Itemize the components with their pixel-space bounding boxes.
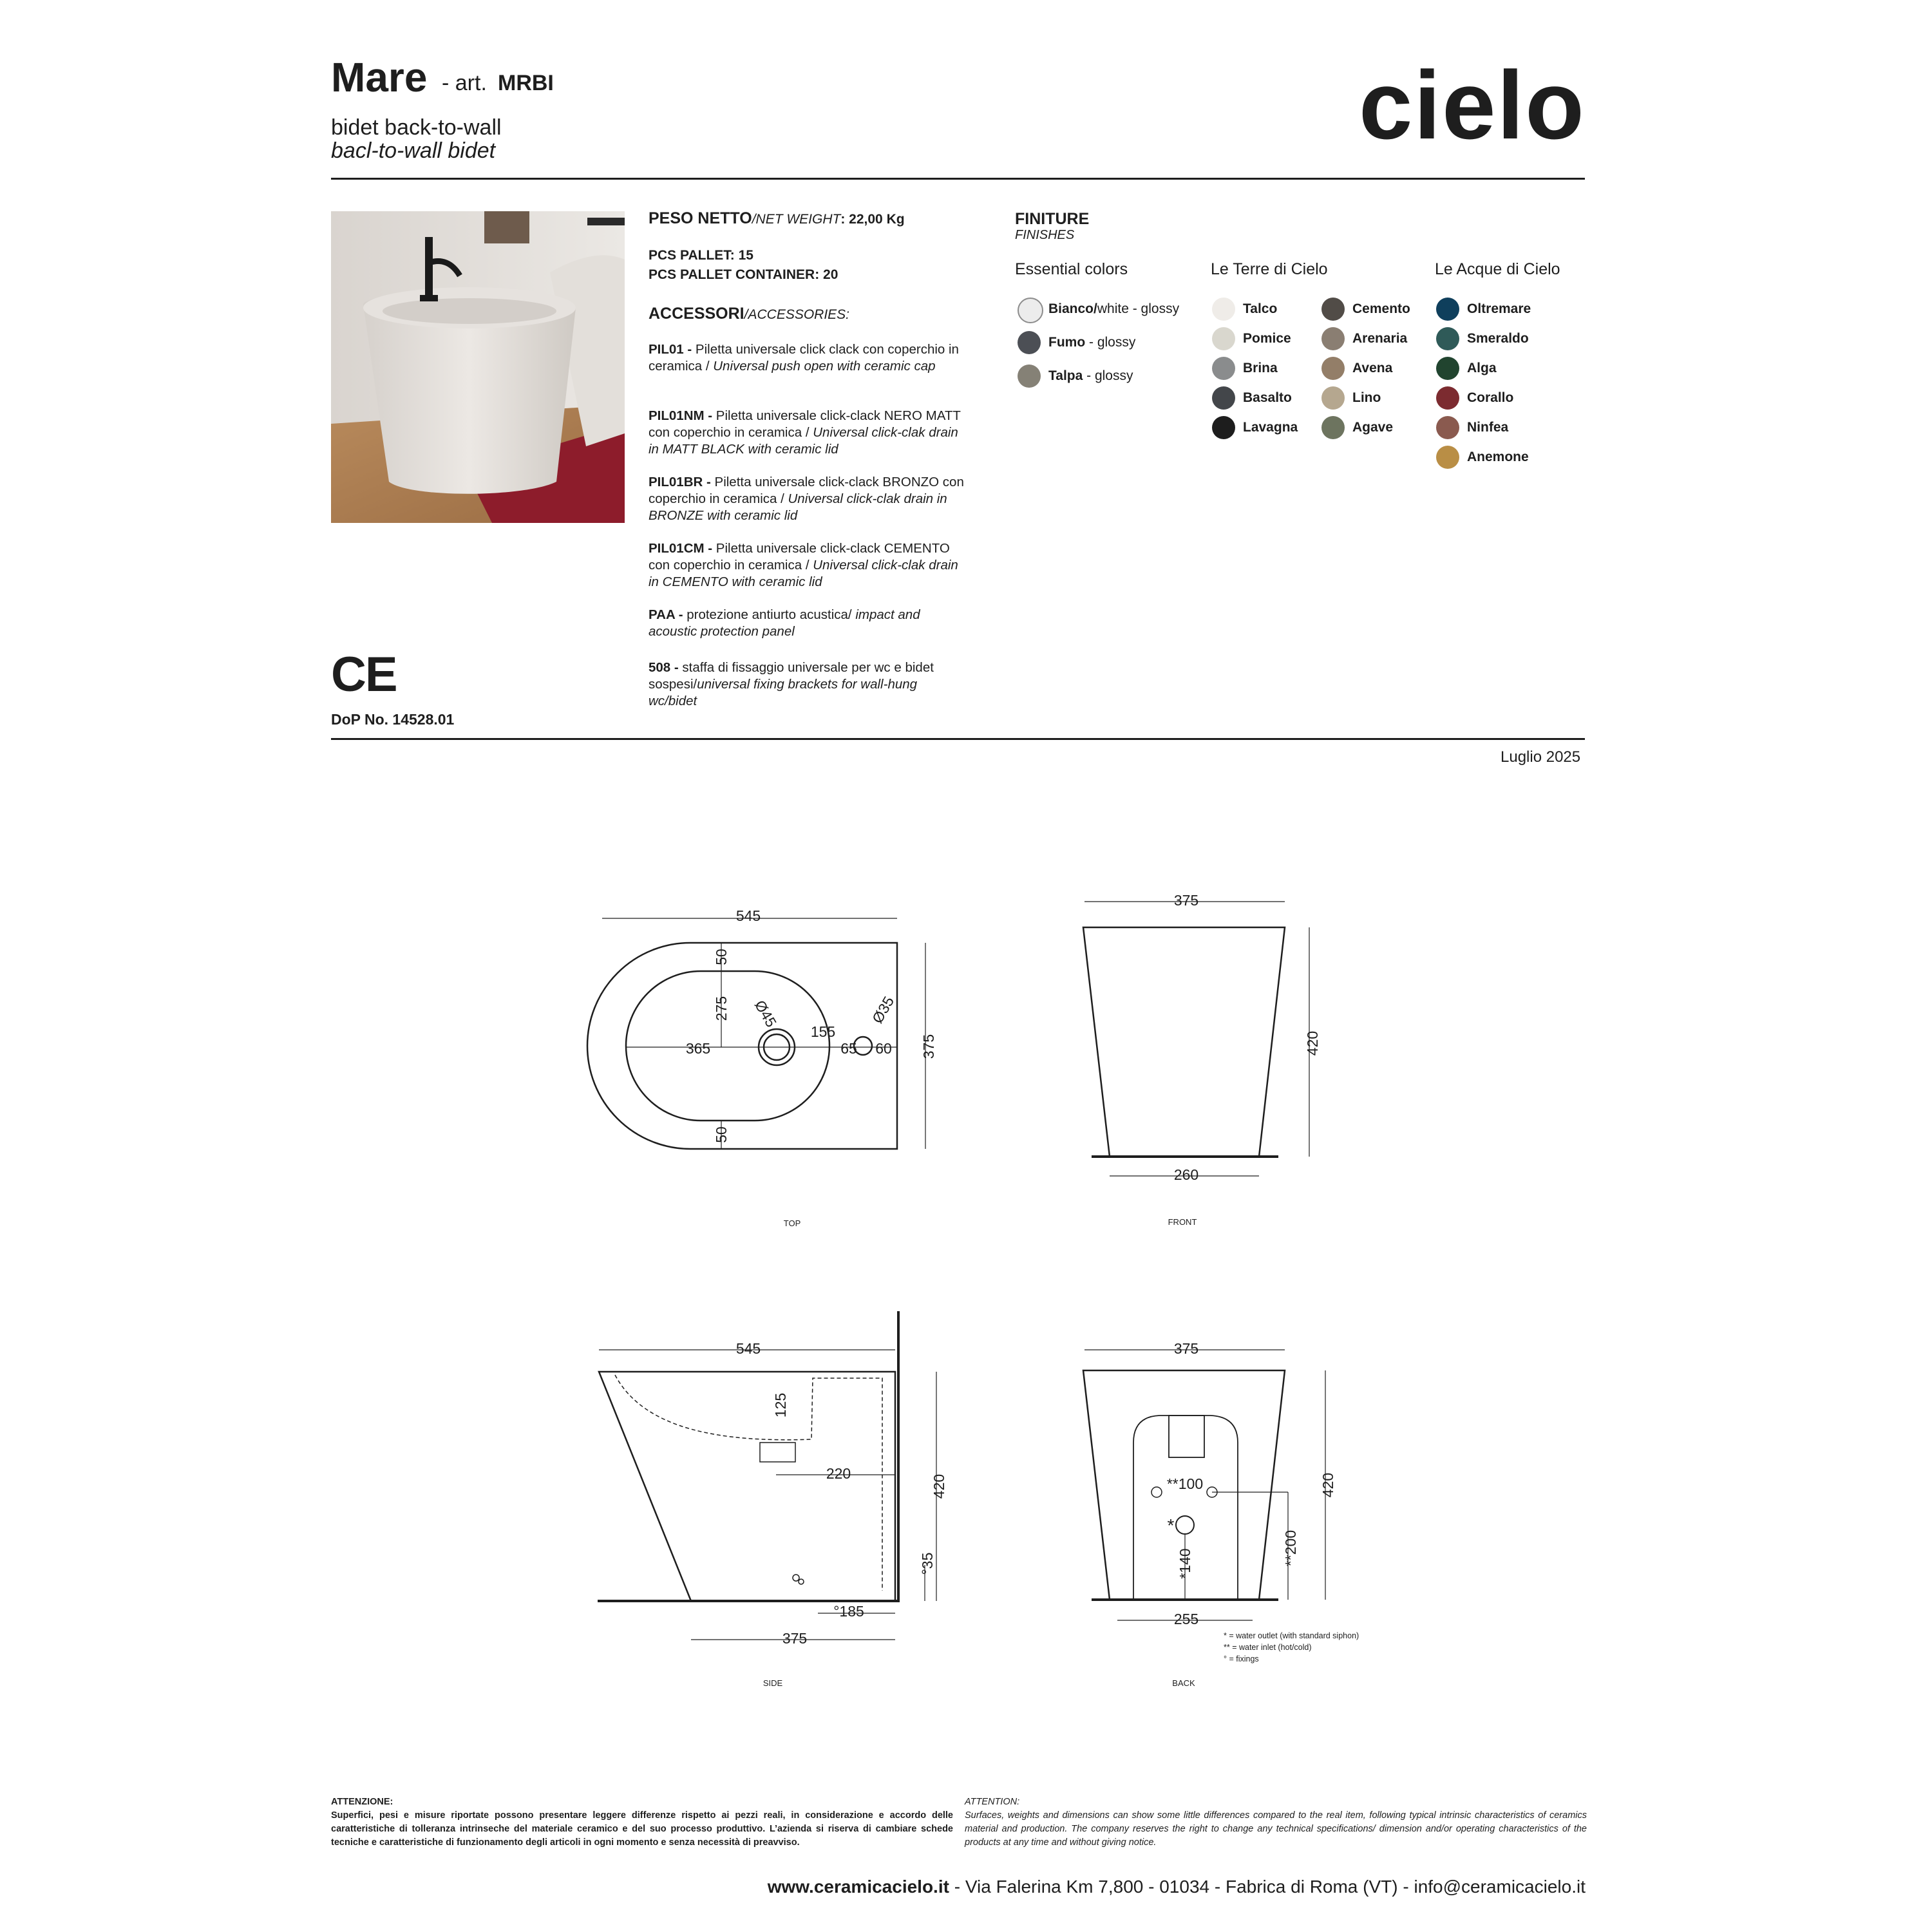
legend-line: ** = water inlet (hot/cold): [1224, 1643, 1312, 1652]
subtitle-english: bacl-to-wall bidet: [331, 138, 496, 163]
dim-label: 375: [1173, 1340, 1199, 1357]
accessory-item: PAA - protezione antiurto acustica/ impact and acoustic protection panel: [649, 607, 920, 639]
color-label: Basalto: [1243, 390, 1292, 405]
color-label: Talco: [1243, 301, 1278, 316]
subtitle-italian: bidet back-to-wall: [331, 115, 502, 140]
finishes-title: FINITURE: [1015, 210, 1090, 228]
color-label: Ninfea: [1467, 420, 1509, 435]
accessory-item: 508 - staffa di fissaggio universale per wc e bidet sospesi/universal fixing brackets for wall-hung wc/bidet: [649, 660, 934, 708]
color-label: Avena: [1352, 361, 1393, 375]
legend-line: ° = fixings: [1224, 1654, 1259, 1663]
website-link[interactable]: www.ceramicacielo.it: [767, 1877, 949, 1897]
document-date: Luglio 2025: [1501, 748, 1581, 766]
dim-label: *140: [1177, 1548, 1193, 1579]
dim-label: 50: [713, 1126, 730, 1143]
group-acque-di-cielo: Le Acque di Cielo: [1435, 260, 1560, 278]
dim-label: 50: [713, 949, 730, 965]
dim-label: 545: [735, 907, 761, 924]
group-essential-colors: Essential colors: [1015, 260, 1128, 278]
dim-label: 125: [772, 1392, 789, 1418]
warning-english: ATTENTION: Surfaces, weights and dimensions can show some little differences compared to the real item, following typical intrinsic characteristics of ceramics material and production. The company reserves the right to change any technical specifications/ dimension and/or operating characteristics of the products at any time and without giving notice.: [965, 1797, 1587, 1848]
color-label: Fumo - glossy: [1048, 335, 1136, 350]
drawing-caption-top: TOP: [783, 1218, 801, 1228]
article-prefix: - art.: [442, 71, 487, 95]
color-label: Smeraldo: [1467, 331, 1529, 346]
accessory-item: PIL01NM - Piletta universale click-clack NERO MATT con coperchio in ceramica / Universal click-clak drain in MATT BLACK with ceramic lid: [649, 408, 961, 457]
dim-label: 375: [920, 1034, 937, 1059]
color-label: Bianco/white - glossy: [1048, 301, 1180, 316]
dim-label: Ø35: [868, 993, 898, 1027]
color-label: Alga: [1467, 361, 1497, 375]
color-label: Brina: [1243, 361, 1278, 375]
article-code: MRBI: [498, 71, 554, 95]
dim-label: 375: [1173, 892, 1199, 909]
dim-label: 420: [1320, 1472, 1336, 1498]
dim-label: 545: [735, 1340, 761, 1357]
color-label: Anemone: [1467, 450, 1529, 464]
brand-logo: cielo: [1359, 51, 1586, 159]
color-label: Pomice: [1243, 331, 1291, 346]
net-weight: PESO NETTO/NET WEIGHT: 22,00 Kg: [649, 209, 905, 227]
accessory-item: PIL01CM - Piletta universale click-clack CEMENTO con coperchio in ceramica / Universal click-clak drain in CEMENTO with ceramic lid: [649, 541, 958, 589]
dim-label: °185: [833, 1603, 864, 1620]
warning-italian: ATTENZIONE: Superfici, pesi e misure riportate possono presentare leggere differenze rispetto ai pezzi reali, in considerazione e accordo delle caratteristiche di tolleranza intrinseche del materiale ceramico e del suo processo produttivo. L’azienda si riserva di cambiare schede tecniche e caratteristiche di funzionamento degli articoli in ogni momento e senza necessità di preavviso.: [331, 1797, 953, 1848]
dim-label: 275: [713, 996, 730, 1021]
color-label: Arenaria: [1352, 331, 1408, 346]
dim-label: 375: [782, 1630, 808, 1647]
group-terre-di-cielo: Le Terre di Cielo: [1211, 260, 1328, 278]
color-label: Oltremare: [1467, 301, 1531, 316]
ce-mark: CE: [331, 647, 397, 702]
accessories-heading: ACCESSORI/ACCESSORIES:: [649, 305, 850, 323]
product-name: Mare: [331, 54, 428, 100]
color-label: Agave: [1352, 420, 1394, 435]
pcs-pallet: PCS PALLET: 15: [649, 248, 753, 263]
drawing-caption-side: SIDE: [762, 1678, 783, 1688]
pcs-pallet-container: PCS PALLET CONTAINER: 20: [649, 267, 838, 282]
dim-label: 255: [1173, 1611, 1199, 1627]
dop-number: DoP No. 14528.01: [331, 711, 455, 728]
footer-contact: [768, 1877, 1586, 1897]
dim-label: 65: [840, 1040, 857, 1057]
accessory-item: PIL01 - Piletta universale click clack con coperchio in ceramica / Universal push open with ceramic cap: [649, 342, 959, 374]
dim-label: 365: [685, 1040, 711, 1057]
color-label: Cemento: [1352, 301, 1410, 316]
color-label: Corallo: [1467, 390, 1514, 405]
color-label: Talpa - glossy: [1048, 368, 1133, 383]
finishes-subtitle: FINISHES: [1015, 228, 1075, 242]
drawing-caption-front: FRONT: [1168, 1217, 1197, 1227]
color-label: Lino: [1352, 390, 1381, 405]
front-view-outline: [1083, 927, 1285, 1157]
dim-label: **200: [1282, 1530, 1299, 1567]
accessory-item: PIL01BR - Piletta universale click-clack BRONZO con coperchio in ceramica / Universal click-clak drain in BRONZE with ceramic lid: [649, 475, 964, 523]
dim-label: 420: [1304, 1030, 1321, 1056]
side-view-outline: [599, 1372, 895, 1601]
dim-label: 420: [931, 1473, 947, 1499]
color-label: Lavagna: [1243, 420, 1298, 435]
dim-label: 220: [826, 1465, 851, 1482]
dim-label: *: [1167, 1515, 1175, 1535]
dim-label: 60: [875, 1040, 892, 1057]
drawing-caption-back: BACK: [1172, 1678, 1195, 1688]
dim-label: °35: [919, 1552, 936, 1575]
dim-label: Ø45: [751, 997, 781, 1030]
dim-label: 155: [810, 1023, 836, 1040]
top-view-bowl: [626, 971, 829, 1121]
dim-label: **100: [1166, 1475, 1204, 1492]
footer-address: - Via Falerina Km 7,800 - 01034 - Fabrica di Roma (VT) - info@ceramicacielo.it: [949, 1877, 1586, 1897]
legend-line: * = water outlet (with standard siphon): [1224, 1631, 1359, 1640]
dim-label: 260: [1173, 1166, 1199, 1183]
